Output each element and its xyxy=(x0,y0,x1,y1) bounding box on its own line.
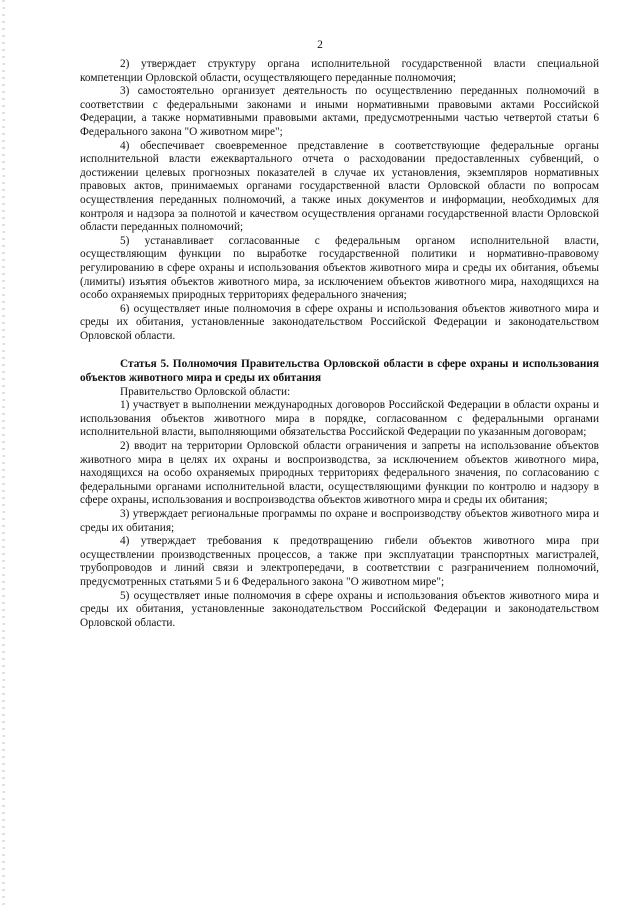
article-5-intro: Правительство Орловской области: xyxy=(120,385,291,398)
article-5-item-2: 2) вводит на территории Орловской области ограничения и запреты на использование объектов животного мира в целях их охраны и воспроизводства, за исключением объектов животного мира, находящихся на особо охраняемых природных территориях федерального значения, по согласованию с федеральными органами исполнительной власти, осуществляющими функции по контролю и надзору в сфере охраны, использования и воспроизводства объектов животного мира и среды их обитания; xyxy=(80,440,599,507)
document-body xyxy=(80,58,599,630)
paragraph-item-2: 2) утверждает структуру органа исполнительной государственной власти специальной компетенции Орловской области, осуществляющего переданные полномочия; xyxy=(80,58,599,84)
paragraph-item-5: 5) устанавливает согласованные с федеральным органом исполнительной власти, осуществляющим функции по выработке государственной политики и нормативно-правовому регулированию в сфере охраны и использования объектов животного мира и среды их обитания, объемы (лимиты) изъятия объектов животного мира, за исключением объектов животного мира, находящихся на особо охраняемых природных территориях федерального значения; xyxy=(80,234,599,302)
paragraph-item-6: 6) осуществляет иные полномочия в сфере охраны и использования объектов животного мира и среды их обитания, установленные законодательством Российской Федерации и законодательством Орловской области. xyxy=(80,302,599,342)
paragraph-item-3: 3) самостоятельно организует деятельность по осуществлению переданных полномочий в соответствии с федеральными законами и иными нормативными правовыми актами Российской Федерации, а также нормативными правовыми актами, предусмотренными частью четвертой статьи 6 Федерального закона "О животном мире"; xyxy=(80,85,599,138)
article-5-heading: Статья 5. Полномочия Правительства Орловской области в сфере охраны и использования объектов животного мира и среды их обитания xyxy=(80,358,599,385)
article-5-item-3: 3) утверждает региональные программы по охране и воспроизводству объектов животного мира и среды их обитания; xyxy=(80,508,599,534)
article-5-item-4: 4) утверждает требования к предотвращению гибели объектов животного мира при осуществлении производственных процессов, а также при эксплуатации транспортных магистралей, трубопроводов и линий связи и электропередачи, в соответствии с разграничением полномочий, предусмотренных статьями 5 и 6 Федерального закона "О животном мире"; xyxy=(80,535,599,588)
section-gap xyxy=(80,343,599,358)
scan-edge-marks xyxy=(2,0,5,905)
article-5-item-5: 5) осуществляет иные полномочия в сфере охраны и использования объектов животного мира и среды их обитания, установленные законодательством Российской Федерации и законодательством Орловской области. xyxy=(80,589,599,629)
page-number: 2 xyxy=(317,39,323,51)
article-5-item-1: 1) участвует в выполнении международных договоров Российской Федерации в области охраны и использования объектов животного мира в порядке, согласованном с федеральными органами исполнительной власти, выполняющими обязательства Российской Федерации по указанным договорам; xyxy=(80,399,599,439)
paragraph-item-4: 4) обеспечивает своевременное представление в соответствующие федеральные органы исполнительной власти ежеквартального отчета о расходовании предоставленных субвенций, о достижении целевых прогнозных показателей в случае их установления, экземпляров нормативных правовых актов, принимаемых органами государственной власти Орловской области по вопросам осуществления переданных полномочий, а также иных документов и информации, необходимых для контроля и надзора за полнотой и качеством осуществления органами государственной власти Орловской области переданных полномочий; xyxy=(80,139,599,234)
